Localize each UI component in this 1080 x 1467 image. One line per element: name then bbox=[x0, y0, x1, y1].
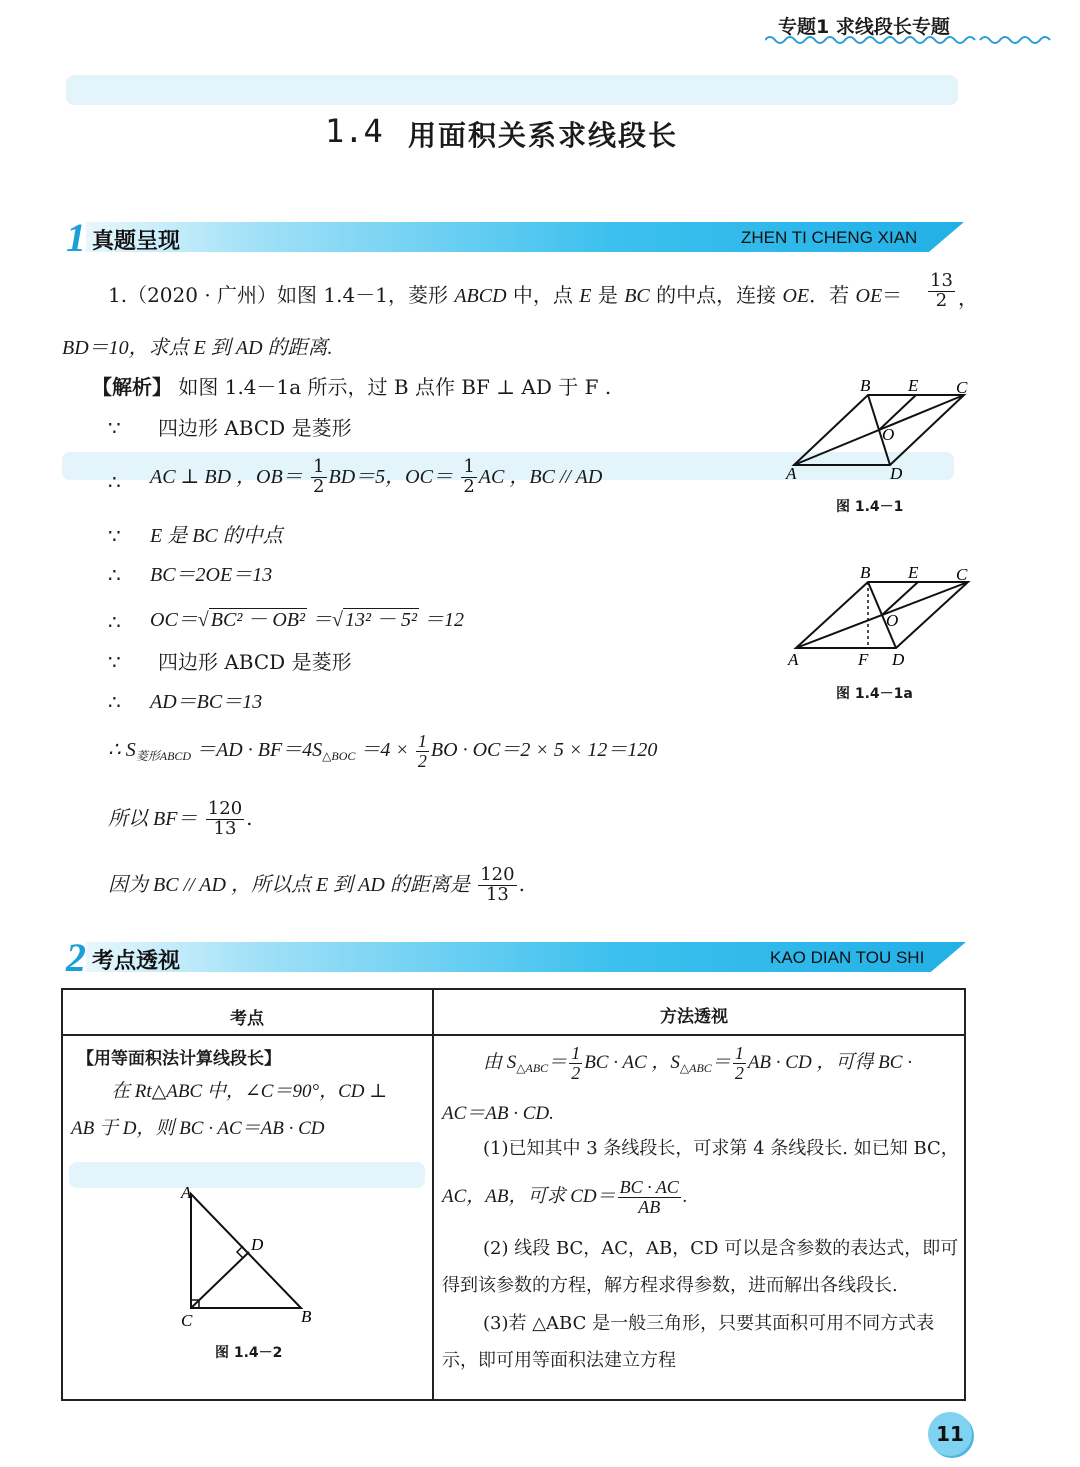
header-topic: 专题1 求线段长专题 bbox=[778, 16, 950, 38]
method-line5: (2) 线段 BC，AC，AB，CD 可以是含参数的表达式，即可 bbox=[483, 1238, 959, 1259]
method-line8: 示，即可用等面积法建立方程 bbox=[442, 1350, 676, 1371]
solution-because-6: ∵ bbox=[108, 650, 121, 674]
section-title-number: 1.4 bbox=[325, 112, 383, 150]
section2-number: 2 bbox=[66, 935, 86, 980]
figure-1-4-2 bbox=[173, 1182, 323, 1332]
problem-line1: 1.（2020 · 广州）如图 1.4－1，菱形 ABCD 中，点 E 是 BC 的中点，连接 OE．若 OE＝ bbox=[108, 283, 903, 307]
solution-line8: ∴ $S_{菱形ABCD} =AD \cdot BF=4S_{\triangle BOC} =4$ × $\frac{1}{2}$ BO · OC＝2 × 5 × 12＝120 bbox=[108, 731, 658, 771]
solution-therefore-2: ∴ bbox=[108, 470, 121, 494]
label-o: O bbox=[886, 611, 899, 630]
solution-therefore-5: ∴ bbox=[108, 610, 121, 634]
kp-title: 【用等面积法计算线段长】 bbox=[77, 1049, 281, 1069]
section1-english: ZHEN TI CHENG XIAN bbox=[741, 228, 918, 247]
solution-intro: 【解析】 如图 1.4－1a 所示，过 B 点作 BF ⊥ AD 于 F . bbox=[92, 375, 612, 399]
oe-fraction: $\frac{13}{2}$ bbox=[930, 270, 953, 311]
solution-line3: E 是 BC 的中点 bbox=[150, 525, 283, 547]
solution-because-3: ∵ bbox=[108, 524, 121, 548]
label-e: E bbox=[908, 563, 919, 582]
section2-english: KAO DIAN TOU SHI bbox=[770, 948, 925, 967]
section2-bar bbox=[66, 935, 968, 980]
method-line7: (3)若 △ABC 是一般三角形，只要其面积可用不同方式表 bbox=[483, 1313, 935, 1334]
page-number-badge bbox=[928, 1412, 972, 1456]
right-angle-d bbox=[237, 1246, 243, 1258]
title-band bbox=[66, 75, 958, 105]
kp-line2: AB 于 D，则 BC · AC＝AB · CD bbox=[71, 1118, 325, 1139]
solution-line4: BC＝2OE＝13 bbox=[150, 564, 273, 586]
label-e: E bbox=[908, 376, 919, 395]
method-line2: AC＝AB · CD. bbox=[442, 1103, 554, 1124]
label-a: A bbox=[786, 464, 797, 483]
page-number: 11 bbox=[936, 1422, 964, 1446]
section-title: 用面积关系求线段长 bbox=[408, 119, 679, 152]
solution-line10: 因为 BC // AD ，所以点 E 到 AD 的距离是 $\frac{120}{13}$ . bbox=[108, 864, 525, 905]
figure-1-4-2-caption: 图 1.4－2 bbox=[215, 1345, 283, 1361]
label-a: A bbox=[788, 650, 799, 669]
figure-1-4-1-caption: 图 1.4－1 bbox=[836, 499, 904, 515]
label-c: C bbox=[181, 1311, 193, 1330]
table-header-method: 方法透视 bbox=[660, 1007, 728, 1027]
method-line1: 由 $S_{\triangle ABC}=$ $\frac{1}{2}$ BC · AC ，$S_{\triangle ABC}=$ $\frac{1}{2}$ AB · CD ，可得 BC · bbox=[483, 1043, 912, 1083]
solution-line5: OC＝√ BC² － OB² ＝√ 13² － 5² ＝12 bbox=[150, 609, 464, 631]
section2-title: 考点透视 bbox=[92, 949, 181, 974]
header-wave-decoration bbox=[765, 34, 1055, 46]
section1-title: 真题呈现 bbox=[92, 229, 181, 254]
label-d: D bbox=[251, 1235, 264, 1254]
label-c: C bbox=[956, 565, 968, 584]
solution-line1: 四边形 ABCD 是菱形 bbox=[158, 416, 352, 440]
solution-because-1: ∵ bbox=[108, 416, 121, 440]
table-header-kaodian: 考点 bbox=[230, 1009, 264, 1029]
method-line3: (1)已知其中 3 条线段长，可求第 4 条线段长. 如已知 BC， bbox=[483, 1138, 959, 1159]
section1-bar bbox=[66, 215, 966, 260]
label-b: B bbox=[301, 1307, 312, 1326]
label-d: D bbox=[890, 464, 903, 483]
label-d: D bbox=[892, 650, 905, 669]
label-a: A bbox=[181, 1183, 192, 1202]
solution-therefore-4: ∴ bbox=[108, 563, 121, 587]
figure-1-4-1a bbox=[780, 560, 990, 675]
kaodian-table bbox=[61, 988, 966, 1401]
method-line6: 得到该参数的方程，解方程求得参数，进而解出各线段长. bbox=[442, 1275, 898, 1296]
solution-line9: 所以 BF＝ $\frac{120}{13}$ . bbox=[108, 798, 253, 839]
section1-number: 1 bbox=[66, 215, 86, 260]
figure-1-4-1 bbox=[780, 375, 990, 485]
problem-line1-end: ， bbox=[958, 286, 978, 310]
solution-line6: 四边形 ABCD 是菱形 bbox=[158, 650, 352, 674]
method-line4: AC，AB，可求 CD＝ $\frac{BC \cdot AC}{AB}$ . bbox=[442, 1177, 688, 1217]
label-c: C bbox=[956, 378, 968, 397]
solution-therefore-7: ∴ bbox=[108, 690, 121, 714]
label-f: F bbox=[858, 650, 869, 669]
solution-line2: AC ⊥ BD ，OB＝ $\frac{1}{2}$ BD＝5，OC＝ $\frac{1}{2}$ AC ，BC // AD bbox=[150, 456, 603, 497]
kp-line1: 在 Rt△ABC 中，∠C＝90°，CD ⊥ bbox=[111, 1081, 388, 1102]
label-b: B bbox=[860, 563, 871, 582]
label-o: O bbox=[882, 425, 895, 444]
figure-1-4-1a-caption: 图 1.4－1a bbox=[836, 686, 913, 702]
label-b: B bbox=[860, 376, 871, 395]
solution-line7: AD＝BC＝13 bbox=[150, 691, 263, 713]
problem-line2: BD＝10，求点 E 到 AD 的距离. bbox=[62, 337, 333, 359]
